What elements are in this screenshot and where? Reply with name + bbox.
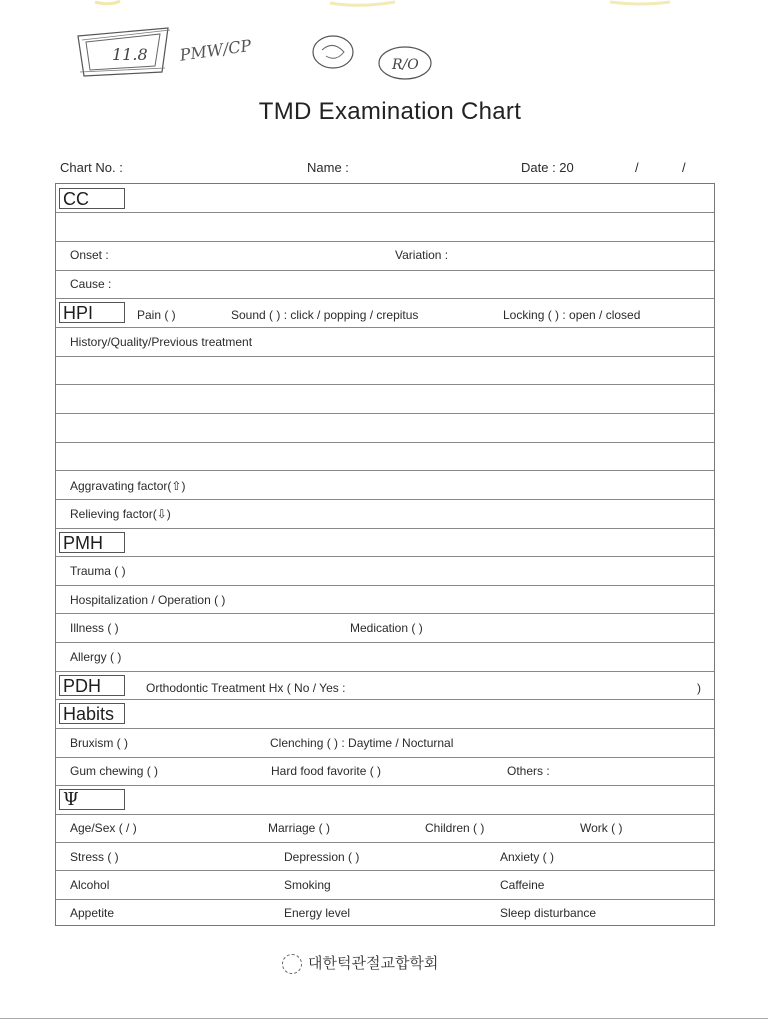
trauma-field: Trauma ( )	[70, 564, 126, 578]
cause-label: Cause :	[70, 277, 112, 291]
society-logo-icon	[282, 954, 302, 974]
handwritten-annotations	[0, 0, 768, 90]
caffeine-label: Caffeine	[500, 878, 545, 892]
section-hpi: HPI	[59, 302, 125, 323]
sleep-disturbance-label: Sleep disturbance	[500, 906, 597, 920]
illness-field: Illness ( )	[70, 621, 119, 635]
section-pdh: PDH	[59, 675, 125, 696]
scan-edge-line	[0, 1018, 768, 1019]
handwritten-note: PMW/CP	[178, 35, 253, 65]
energy-level-label: Energy level	[284, 906, 351, 920]
hospitalization-field: Hospitalization / Operation ( )	[70, 593, 226, 607]
work-field: Work ( )	[580, 821, 623, 835]
section-cc: CC	[59, 188, 125, 209]
date-separator: /	[635, 160, 639, 175]
circle-stamp-1	[313, 36, 353, 68]
date-separator: /	[682, 160, 686, 175]
hard-food-field: Hard food favorite ( )	[271, 764, 382, 778]
alcohol-label: Alcohol	[70, 878, 110, 892]
name-label: Name :	[307, 160, 349, 175]
stress-field: Stress ( )	[70, 850, 119, 864]
section-psychological: Ψ	[59, 789, 125, 810]
relieving-factor-label: Relieving factor(⇩)	[70, 507, 171, 521]
examination-table	[55, 183, 715, 926]
handwritten-date: 11.8	[112, 45, 148, 64]
history-label: History/Quality/Previous treatment	[70, 335, 253, 349]
gum-chewing-field: Gum chewing ( )	[70, 764, 159, 778]
society-name: 대한턱관절교합학회	[308, 955, 439, 972]
clenching-field: Clenching ( ) : Daytime / Nocturnal	[270, 736, 454, 750]
bruxism-field: Bruxism ( )	[70, 736, 128, 750]
section-pmh: PMH	[59, 532, 125, 553]
variation-label: Variation :	[395, 248, 449, 262]
allergy-field: Allergy ( )	[70, 650, 122, 664]
children-field: Children ( )	[425, 821, 485, 835]
section-habits: Habits	[59, 703, 125, 724]
chart-no-label: Chart No. :	[60, 160, 123, 175]
handwritten-circle-note: R/O	[392, 57, 419, 73]
aggravating-factor-label: Aggravating factor(⇧)	[70, 479, 186, 493]
others-field: Others :	[507, 764, 550, 778]
appetite-label: Appetite	[70, 906, 115, 920]
anxiety-field: Anxiety ( )	[500, 850, 555, 864]
age-sex-field: Age/Sex ( / )	[70, 821, 137, 835]
sound-field: Sound ( ) : click / popping / crepitus	[231, 308, 419, 322]
depression-field: Depression ( )	[284, 850, 360, 864]
marriage-field: Marriage ( )	[268, 821, 331, 835]
page-title: TMD Examination Chart	[258, 98, 522, 125]
society-footer	[282, 952, 438, 974]
orthodontic-close: )	[697, 681, 701, 695]
locking-field: Locking ( ) : open / closed	[503, 308, 641, 322]
smoking-label: Smoking	[284, 878, 331, 892]
medication-field: Medication ( )	[350, 621, 423, 635]
date-label: Date : 20	[521, 160, 574, 175]
pain-field: Pain ( )	[137, 308, 176, 322]
orthodontic-field: Orthodontic Treatment Hx ( No / Yes :	[146, 681, 346, 695]
onset-label: Onset :	[70, 248, 109, 262]
